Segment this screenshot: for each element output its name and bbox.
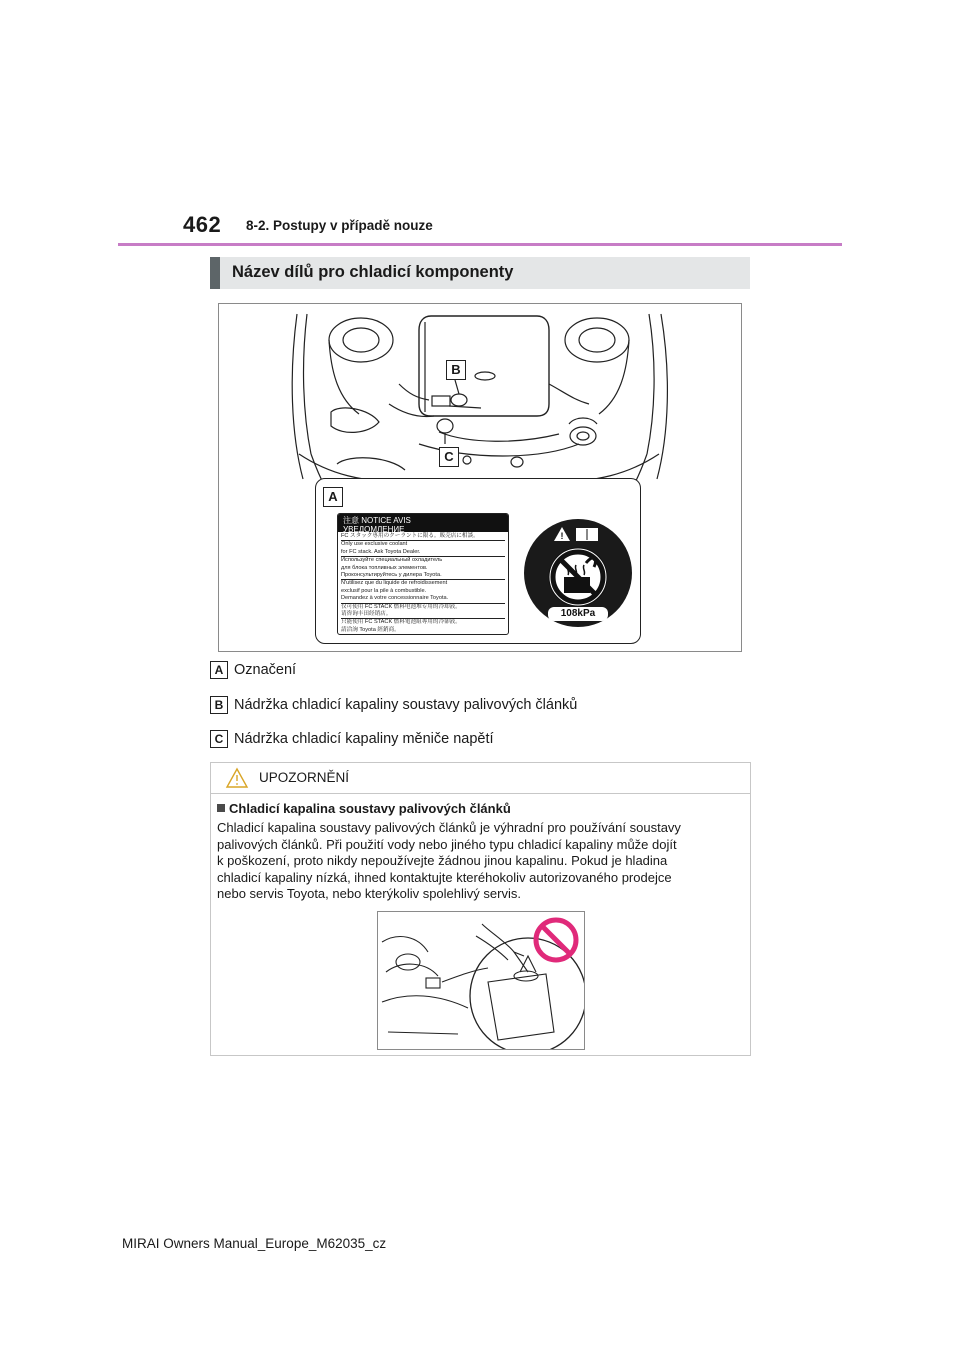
engine-bay-figure xyxy=(218,303,742,652)
sticker-line: 仅可使用 FC STACK 燃料电池堆专用的冷却液。 xyxy=(341,603,461,610)
sticker-title-1: 注意 NOTICE AVIS xyxy=(343,516,411,525)
caution-body xyxy=(217,820,745,903)
legend-text: Nádržka chladicí kapaliny soustavy palivových článků xyxy=(234,697,578,713)
legend-text: Označení xyxy=(234,662,297,678)
callout-a: A xyxy=(323,487,343,507)
callout-b: B xyxy=(446,360,466,380)
caution-header xyxy=(211,763,750,794)
coolant-refill-illustration xyxy=(378,912,584,1049)
header-divider xyxy=(118,243,842,246)
warning-triangle-icon xyxy=(225,767,249,789)
sticker-line: Используйте специальный охладитель xyxy=(341,557,443,564)
legend-text: Nádržka chladicí kapaliny měniče napětí xyxy=(234,731,494,747)
title-accent xyxy=(210,257,220,289)
caution-subtitle-text: Chladicí kapalina soustavy palivových článků xyxy=(229,801,511,816)
sticker-line: Demandez à votre concessionnaire Toyota. xyxy=(341,595,505,603)
legend-badge: C xyxy=(210,730,228,748)
bullet-square-icon xyxy=(217,804,225,812)
svg-text:!: ! xyxy=(560,531,564,541)
caution-box xyxy=(210,762,751,1056)
sticker-line: exclusif pour la pile à combustible. xyxy=(341,587,427,594)
label-detail-inset xyxy=(315,478,641,644)
footer-doc-id: MIRAI Owners Manual_Europe_M62035_cz xyxy=(122,1236,387,1251)
sticker-line: для блока топливных элементов. xyxy=(341,564,428,571)
sticker-header xyxy=(338,514,508,532)
caution-label: UPOZORNĚNÍ xyxy=(259,770,350,785)
pressure-rating: 108kPa xyxy=(548,607,608,621)
sticker-title-2: УВЕДОМЛЕНИЕ xyxy=(343,525,405,534)
sticker-line: Only use exclusive coolant xyxy=(341,541,408,548)
caution-line: Chladicí kapalina soustavy palivových článků je výhradní pro používání soustavy xyxy=(217,820,681,835)
coolant-notice-sticker xyxy=(337,513,509,635)
sticker-line: for FC stack. Ask Toyota Dealer. xyxy=(341,549,505,557)
caution-line: palivových článků. Při použití vody nebo jiného typu chladicí kapaliny může dojít xyxy=(217,836,677,852)
legend-item-a xyxy=(210,661,296,679)
no-other-coolant-figure xyxy=(377,911,585,1050)
sticker-line: N'utilisez que du liquide de refroidissement xyxy=(341,580,448,587)
sticker-line: 只能使用 FC STACK 燃料電池組專用的冷卻液。 xyxy=(341,619,461,626)
legend-badge: B xyxy=(210,696,228,714)
caution-line: chladicí kapaliny nízká, ihned kontaktujte kteréhokoliv autorizovaného prodejce xyxy=(217,869,672,885)
page-number: 462 xyxy=(183,212,222,237)
sticker-line: 请咨询丰田经销店。 xyxy=(341,611,505,619)
sticker-line: FC スタック専用のクーラントに限る。販売店に相談。 xyxy=(341,533,505,541)
section-title-bar xyxy=(210,257,750,289)
section-title: Název dílů pro chladicí komponenty xyxy=(232,263,514,281)
legend-badge: A xyxy=(210,661,228,679)
section-heading: 8-2. Postupy v případě nouze xyxy=(246,218,433,233)
sticker-line: Проконсультируйтесь у дилера Toyota. xyxy=(341,572,505,580)
caution-line: nebo servis Toyota, nebo kterýkoliv spolehlivý servis. xyxy=(217,886,521,901)
cap-label xyxy=(524,519,632,627)
caution-line: k poškození, proto nikdy nepoužívejte žádnou jinou kapalinu. Pokud je hladina xyxy=(217,853,668,868)
sticker-lines xyxy=(338,532,508,635)
legend-item-c xyxy=(210,730,494,748)
callout-c: C xyxy=(439,447,459,467)
sticker-line: 請洽詢 Toyota 經銷商。 xyxy=(341,626,400,633)
caution-subtitle xyxy=(217,801,511,816)
legend-item-b xyxy=(210,696,577,714)
